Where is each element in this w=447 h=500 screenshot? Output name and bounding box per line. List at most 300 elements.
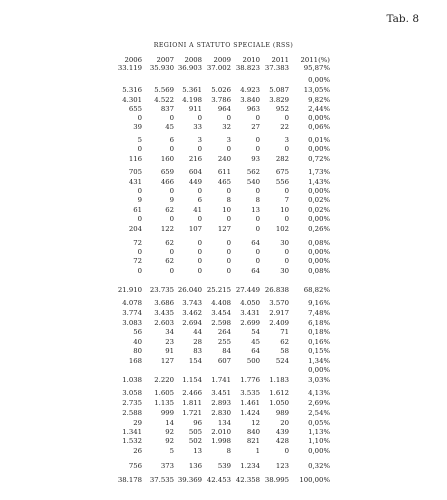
table-cell: 3,03% xyxy=(308,376,330,384)
table-cell: 13 xyxy=(251,206,260,214)
table-cell: 168 xyxy=(128,357,142,365)
table-cell: 26.040 xyxy=(177,286,202,294)
table-cell: 0,00% xyxy=(308,187,330,195)
table-cell: 5.087 xyxy=(269,86,289,94)
table-cell: 0,32% xyxy=(308,462,330,470)
table-cell: 428 xyxy=(275,437,289,445)
table-cell: 0 xyxy=(169,267,174,275)
table-cell: 2.917 xyxy=(269,309,289,317)
table-cell: 0 xyxy=(137,215,142,223)
table-row xyxy=(0,389,447,398)
table-cell: 9,16% xyxy=(308,299,330,307)
table-cell: 1.038 xyxy=(122,376,142,384)
table-cell: 0,00% xyxy=(308,257,330,265)
table-cell: 2.220 xyxy=(154,376,174,384)
table-row xyxy=(0,105,447,114)
table-cell: 9 xyxy=(137,196,142,204)
table-row xyxy=(0,225,447,234)
table-cell: 1.605 xyxy=(154,389,174,397)
column-header-2009: 2009 xyxy=(213,56,231,64)
table-cell: 705 xyxy=(128,168,142,176)
table-cell: 38.823 xyxy=(235,64,260,72)
table-cell: 3.686 xyxy=(154,299,174,307)
table-cell: 10 xyxy=(280,206,289,214)
table-cell: 0 xyxy=(169,145,174,153)
table-cell: 127 xyxy=(160,357,174,365)
table-cell: 5.316 xyxy=(122,86,142,94)
table-row xyxy=(0,376,447,385)
table-cell: 68,82% xyxy=(303,286,330,294)
table-cell: 64 xyxy=(251,239,260,247)
table-cell: 100,00% xyxy=(299,476,330,484)
table-cell: 659 xyxy=(160,168,174,176)
table-cell: 72 xyxy=(133,257,142,265)
table-cell: 28 xyxy=(193,338,202,346)
table-row xyxy=(0,399,447,408)
table-cell: 35.930 xyxy=(149,64,174,72)
table-cell: 911 xyxy=(188,105,202,113)
table-cell: 4.078 xyxy=(122,299,142,307)
table-row xyxy=(0,366,447,375)
table-cell: 2.699 xyxy=(240,319,260,327)
table-cell: 1.461 xyxy=(240,399,260,407)
table-cell: 5.361 xyxy=(182,86,202,94)
table-cell: 2.603 xyxy=(154,319,174,327)
table-cell: 9 xyxy=(169,196,174,204)
table-cell: 1.721 xyxy=(182,409,202,417)
table-cell: 2.598 xyxy=(211,319,231,327)
table-cell: 2,44% xyxy=(308,105,330,113)
table-cell: 1.532 xyxy=(122,437,142,445)
table-row xyxy=(0,206,447,215)
table-cell: 4.198 xyxy=(182,96,202,104)
table-cell: 963 xyxy=(246,105,260,113)
table-row xyxy=(0,409,447,418)
table-cell: 0 xyxy=(197,267,202,275)
table-cell: 116 xyxy=(128,155,142,163)
table-cell: 2,54% xyxy=(308,409,330,417)
table-cell: 0 xyxy=(284,257,289,265)
table-cell: 14 xyxy=(165,419,174,427)
table-cell: 0 xyxy=(255,225,260,233)
table-row xyxy=(0,437,447,446)
table-cell: 439 xyxy=(275,428,289,436)
table-cell: 0 xyxy=(197,187,202,195)
table-row xyxy=(0,248,447,257)
table-cell: 0 xyxy=(255,114,260,122)
table-cell: 500 xyxy=(246,357,260,365)
table-cell: 3.743 xyxy=(182,299,202,307)
column-header-2011-percent: 2011(%) xyxy=(300,56,330,64)
table-cell: 3.435 xyxy=(154,309,174,317)
table-cell: 13,05% xyxy=(303,86,330,94)
table-cell: 3.454 xyxy=(211,309,231,317)
table-cell: 0,08% xyxy=(308,239,330,247)
table-cell: 9,82% xyxy=(308,96,330,104)
table-row xyxy=(0,447,447,456)
table-cell: 240 xyxy=(217,155,231,163)
table-cell: 0 xyxy=(284,447,289,455)
table-cell: 255 xyxy=(217,338,231,346)
table-cell: 4.923 xyxy=(240,86,260,94)
table-cell: 54 xyxy=(251,328,260,336)
table-row xyxy=(0,428,447,437)
table-cell: 71 xyxy=(280,328,289,336)
table-cell: 0 xyxy=(255,187,260,195)
table-cell: 13 xyxy=(193,447,202,455)
table-row xyxy=(0,299,447,308)
table-cell: 0 xyxy=(226,248,231,256)
table-cell: 23.735 xyxy=(149,286,174,294)
table-cell: 123 xyxy=(275,462,289,470)
table-cell: 556 xyxy=(275,178,289,186)
table-cell: 1.234 xyxy=(240,462,260,470)
table-cell: 0 xyxy=(197,257,202,265)
table-cell: 107 xyxy=(188,225,202,233)
table-cell: 22 xyxy=(280,123,289,131)
table-cell: 562 xyxy=(246,168,260,176)
table-cell: 675 xyxy=(275,168,289,176)
table-cell: 8 xyxy=(255,196,260,204)
column-header-2006: 2006 xyxy=(124,56,142,64)
table-cell: 64 xyxy=(251,347,260,355)
table-cell: 6 xyxy=(169,136,174,144)
table-cell: 1.050 xyxy=(269,399,289,407)
table-cell: 0,00% xyxy=(308,248,330,256)
table-cell: 539 xyxy=(217,462,231,470)
table-row xyxy=(0,257,447,266)
table-cell: 1 xyxy=(255,447,260,455)
table-cell: 655 xyxy=(128,105,142,113)
table-cell: 39 xyxy=(133,123,142,131)
table-cell: 0 xyxy=(169,187,174,195)
table-cell: 0 xyxy=(197,145,202,153)
table-cell: 3.462 xyxy=(182,309,202,317)
table-cell: 45 xyxy=(165,123,174,131)
table-cell: 84 xyxy=(222,347,231,355)
table-cell: 91 xyxy=(165,347,174,355)
table-cell: 0 xyxy=(226,145,231,153)
table-cell: 0 xyxy=(169,114,174,122)
table-cell: 0 xyxy=(284,187,289,195)
table-cell: 0 xyxy=(284,215,289,223)
table-cell: 34 xyxy=(165,328,174,336)
table-cell: 154 xyxy=(188,357,202,365)
table-cell: 45 xyxy=(251,338,260,346)
table-cell: 3.083 xyxy=(122,319,142,327)
table-cell: 0 xyxy=(284,145,289,153)
table-row xyxy=(0,168,447,177)
table-cell: 0,16% xyxy=(308,338,330,346)
table-cell: 3 xyxy=(284,136,289,144)
table-cell: 4.050 xyxy=(240,299,260,307)
table-cell: 952 xyxy=(275,105,289,113)
table-row xyxy=(0,328,447,337)
table-cell: 27 xyxy=(251,123,260,131)
table-cell: 8 xyxy=(226,196,231,204)
table-row xyxy=(0,76,447,85)
table-cell: 21.910 xyxy=(117,286,142,294)
table-cell: 10 xyxy=(222,206,231,214)
table-cell: 0 xyxy=(226,257,231,265)
table-cell: 0 xyxy=(255,145,260,153)
table-cell: 62 xyxy=(165,239,174,247)
table-cell: 40 xyxy=(133,338,142,346)
table-cell: 3.840 xyxy=(240,96,260,104)
table-cell: 4.408 xyxy=(211,299,231,307)
table-cell: 264 xyxy=(217,328,231,336)
table-cell: 0 xyxy=(137,248,142,256)
table-cell: 0,02% xyxy=(308,206,330,214)
table-cell: 0 xyxy=(137,187,142,195)
table-cell: 2.409 xyxy=(269,319,289,327)
table-cell: 0 xyxy=(284,248,289,256)
table-cell: 61 xyxy=(133,206,142,214)
table-cell: 465 xyxy=(217,178,231,186)
table-cell: 3 xyxy=(197,136,202,144)
table-cell: 524 xyxy=(275,357,289,365)
table-cell: 2,69% xyxy=(308,399,330,407)
table-cell: 0 xyxy=(226,267,231,275)
table-cell: 3 xyxy=(226,136,231,144)
table-cell: 0,00% xyxy=(308,366,330,374)
table-cell: 56 xyxy=(133,328,142,336)
table-cell: 0 xyxy=(137,145,142,153)
table-cell: 29 xyxy=(133,419,142,427)
table-cell: 80 xyxy=(133,347,142,355)
table-cell: 431 xyxy=(128,178,142,186)
table-cell: 0 xyxy=(137,267,142,275)
table-row xyxy=(0,338,447,347)
table-row xyxy=(0,357,447,366)
table-cell: 33.119 xyxy=(117,64,142,72)
table-cell: 1,34% xyxy=(308,357,330,365)
table-cell: 23 xyxy=(165,338,174,346)
table-cell: 1,10% xyxy=(308,437,330,445)
table-cell: 0,26% xyxy=(308,225,330,233)
table-cell: 282 xyxy=(275,155,289,163)
table-cell: 6 xyxy=(197,196,202,204)
table-cell: 95,87% xyxy=(303,64,330,72)
table-cell: 30 xyxy=(280,239,289,247)
table-cell: 611 xyxy=(217,168,231,176)
table-cell: 122 xyxy=(160,225,174,233)
table-row xyxy=(0,347,447,356)
table-cell: 134 xyxy=(217,419,231,427)
table-cell: 92 xyxy=(165,428,174,436)
table-cell: 0 xyxy=(255,136,260,144)
table-cell: 502 xyxy=(188,437,202,445)
table-cell: 2.010 xyxy=(211,428,231,436)
table-cell: 41 xyxy=(193,206,202,214)
table-cell: 1.183 xyxy=(269,376,289,384)
table-cell: 1.811 xyxy=(182,399,202,407)
table-cell: 33 xyxy=(193,123,202,131)
table-cell: 37.535 xyxy=(149,476,174,484)
table-cell: 0,06% xyxy=(308,123,330,131)
table-cell: 0,18% xyxy=(308,328,330,336)
table-cell: 42.358 xyxy=(235,476,260,484)
table-cell: 0,72% xyxy=(308,155,330,163)
table-cell: 373 xyxy=(160,462,174,470)
table-row xyxy=(0,123,447,132)
table-cell: 0,00% xyxy=(308,215,330,223)
table-row xyxy=(0,196,447,205)
table-cell: 136 xyxy=(188,462,202,470)
table-cell: 2.466 xyxy=(182,389,202,397)
table-row xyxy=(0,239,447,248)
table-cell: 3.829 xyxy=(269,96,289,104)
table-cell: 72 xyxy=(133,239,142,247)
table-cell: 62 xyxy=(280,338,289,346)
table-cell: 840 xyxy=(246,428,260,436)
table-cell: 0 xyxy=(169,248,174,256)
table-cell: 1.424 xyxy=(240,409,260,417)
table-cell: 3.431 xyxy=(240,309,260,317)
table-cell: 12 xyxy=(251,419,260,427)
table-cell: 0 xyxy=(197,114,202,122)
table-cell: 27.449 xyxy=(235,286,260,294)
table-cell: 83 xyxy=(193,347,202,355)
table-cell: 5 xyxy=(169,447,174,455)
table-cell: 7,48% xyxy=(308,309,330,317)
table-cell: 2.694 xyxy=(182,319,202,327)
table-cell: 216 xyxy=(188,155,202,163)
table-cell: 540 xyxy=(246,178,260,186)
table-cell: 0,08% xyxy=(308,267,330,275)
table-cell: 0 xyxy=(169,215,174,223)
table-cell: 39.369 xyxy=(177,476,202,484)
table-cell: 5.026 xyxy=(211,86,231,94)
table-cell: 38.178 xyxy=(117,476,142,484)
table-cell: 4.522 xyxy=(154,96,174,104)
table-cell: 2.588 xyxy=(122,409,142,417)
table-row xyxy=(0,114,447,123)
table-cell: 0,01% xyxy=(308,136,330,144)
table-cell: 3.451 xyxy=(211,389,231,397)
table-cell: 30 xyxy=(280,267,289,275)
table-row xyxy=(0,96,447,105)
table-cell: 44 xyxy=(193,328,202,336)
table-cell: 0,00% xyxy=(308,447,330,455)
table-cell: 58 xyxy=(280,347,289,355)
table-cell: 204 xyxy=(128,225,142,233)
table-row xyxy=(0,136,447,145)
table-cell: 999 xyxy=(160,409,174,417)
table-cell: 26 xyxy=(133,447,142,455)
table-cell: 1,13% xyxy=(308,428,330,436)
table-cell: 5 xyxy=(137,136,142,144)
table-cell: 607 xyxy=(217,357,231,365)
table-cell: 36.903 xyxy=(177,64,202,72)
column-header-2011: 2011 xyxy=(271,56,289,64)
table-cell: 0 xyxy=(255,215,260,223)
table-cell: 26.838 xyxy=(264,286,289,294)
table-cell: 505 xyxy=(188,428,202,436)
table-cell: 42.453 xyxy=(206,476,231,484)
table-cell: 1.612 xyxy=(269,389,289,397)
table-cell: 62 xyxy=(165,206,174,214)
table-cell: 1.776 xyxy=(240,376,260,384)
table-cell: 0 xyxy=(197,239,202,247)
table-cell: 0 xyxy=(197,215,202,223)
table-cell: 0 xyxy=(226,239,231,247)
table-cell: 92 xyxy=(165,437,174,445)
table-cell: 38.995 xyxy=(264,476,289,484)
table-cell: 604 xyxy=(188,168,202,176)
table-cell: 0 xyxy=(255,248,260,256)
table-cell: 3.058 xyxy=(122,389,142,397)
table-cell: 96 xyxy=(193,419,202,427)
table-row xyxy=(0,86,447,95)
table-cell: 989 xyxy=(275,409,289,417)
table-cell: 3.570 xyxy=(269,299,289,307)
table-row xyxy=(0,286,447,295)
table-cell: 4.301 xyxy=(122,96,142,104)
table-cell: 32 xyxy=(222,123,231,131)
table-cell: 466 xyxy=(160,178,174,186)
table-cell: 102 xyxy=(275,225,289,233)
table-cell: 4,13% xyxy=(308,389,330,397)
table-row xyxy=(0,267,447,276)
table-cell: 1.154 xyxy=(182,376,202,384)
table-cell: 62 xyxy=(165,257,174,265)
table-cell: 1,73% xyxy=(308,168,330,176)
table-cell: 964 xyxy=(217,105,231,113)
table-cell: 0 xyxy=(137,114,142,122)
table-cell: 3.535 xyxy=(240,389,260,397)
table-row xyxy=(0,309,447,318)
table-cell: 0 xyxy=(226,187,231,195)
table-row xyxy=(0,215,447,224)
table-cell: 821 xyxy=(246,437,260,445)
table-cell: 0,00% xyxy=(308,76,330,84)
column-header-2008: 2008 xyxy=(184,56,202,64)
table-cell: 3.786 xyxy=(211,96,231,104)
table-cell: 160 xyxy=(160,155,174,163)
table-cell: 0 xyxy=(226,114,231,122)
table-cell: 1.341 xyxy=(122,428,142,436)
table-cell: 0 xyxy=(284,114,289,122)
table-cell: 37.002 xyxy=(206,64,231,72)
table-row xyxy=(0,155,447,164)
table-cell: 0,00% xyxy=(308,145,330,153)
table-cell: 2.830 xyxy=(211,409,231,417)
table-cell: 0,00% xyxy=(308,114,330,122)
table-cell: 8 xyxy=(226,447,231,455)
table-cell: 449 xyxy=(188,178,202,186)
table-cell: 1.741 xyxy=(211,376,231,384)
table-cell: 0,15% xyxy=(308,347,330,355)
table-cell: 64 xyxy=(251,267,260,275)
column-header-2007: 2007 xyxy=(156,56,174,64)
table-row xyxy=(0,419,447,428)
table-cell: 0 xyxy=(226,215,231,223)
table-cell: 93 xyxy=(251,155,260,163)
table-cell: 127 xyxy=(217,225,231,233)
column-header-2010: 2010 xyxy=(242,56,260,64)
table-cell: 0,05% xyxy=(308,419,330,427)
table-cell: 3.774 xyxy=(122,309,142,317)
table-row xyxy=(0,64,447,73)
table-cell: 1.135 xyxy=(154,399,174,407)
table-cell: 6,18% xyxy=(308,319,330,327)
table-cell: 2.893 xyxy=(211,399,231,407)
table-cell: 0 xyxy=(197,248,202,256)
table-row xyxy=(0,145,447,154)
table-row xyxy=(0,462,447,471)
table-cell: 25.215 xyxy=(206,286,231,294)
